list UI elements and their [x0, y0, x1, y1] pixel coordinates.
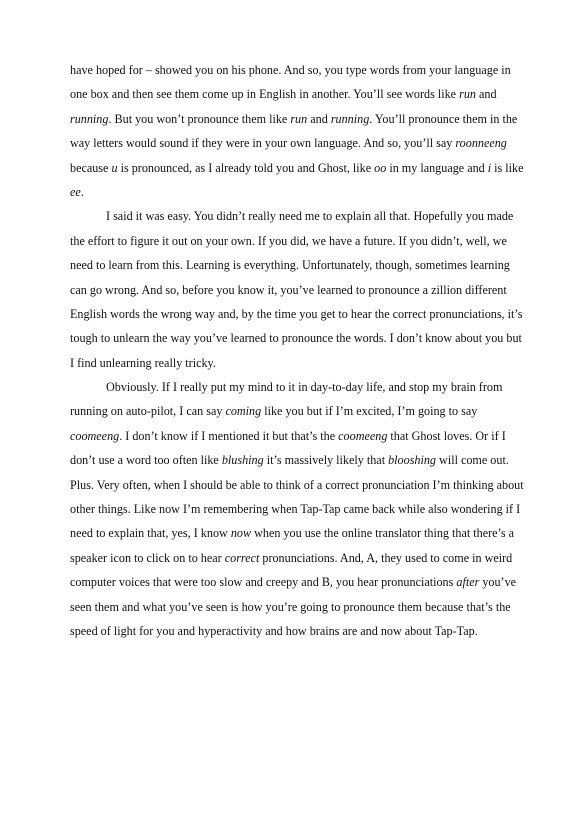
paragraph — [70, 58, 524, 204]
text-run: the effort to figure it out on your own. If you did, we have a future. If you didn’t, well, we — [70, 233, 507, 248]
text-line — [70, 473, 524, 497]
text-run: when you use the online translator thing that there’s a — [251, 526, 515, 541]
italic-word: coming — [225, 404, 262, 419]
text-run: you’ve — [479, 575, 517, 590]
text-run: have hoped for – showed you on his phone. And so, you type words from your language in — [70, 63, 511, 77]
text-run: in my language and — [386, 160, 488, 175]
text-run: speed of light for you and hyperactivity and how brains are and now about Tap-Tap. — [70, 623, 478, 638]
text-run: Plus. Very often, when I should be able to think of a correct pronunciation I’m thinking about — [70, 477, 524, 492]
text-run: and — [475, 87, 497, 102]
text-line — [70, 229, 516, 253]
text-line — [70, 497, 521, 521]
text-line — [70, 204, 516, 228]
text-run: Obviously. If I really put my mind to it in day-to-day life, and stop my brain from — [106, 380, 503, 395]
italic-word: ee — [70, 184, 81, 199]
italic-word: correct — [224, 550, 260, 565]
text-run: pronunciations. And, A, they used to come in weird — [259, 550, 513, 565]
text-run: need to learn from this. Learning is everything. Unfortunately, though, sometimes learning — [70, 258, 510, 273]
text-line — [70, 302, 523, 326]
text-line — [70, 131, 516, 155]
italic-word: blushing — [221, 453, 264, 468]
text-line — [70, 375, 516, 399]
italic-word: u — [111, 160, 118, 175]
text-line — [70, 619, 516, 643]
text-run: don’t use a word too often like — [70, 453, 222, 468]
text-run: like you but if I’m excited, I’m going to say — [261, 404, 478, 419]
text-line — [70, 570, 516, 594]
text-line — [70, 351, 516, 375]
italic-word: running — [70, 111, 109, 126]
italic-word: oo — [374, 160, 387, 175]
italic-word: run — [290, 111, 308, 126]
text-run: one box and then see them come up in English in another. You’ll see words like — [70, 87, 460, 102]
italic-word: running — [330, 111, 370, 126]
italic-word: i — [487, 160, 492, 175]
text-line — [70, 156, 524, 180]
text-line — [70, 399, 516, 423]
italic-word: after — [456, 575, 480, 590]
text-line — [70, 424, 516, 448]
text-run: tough to unlearn the way you’ve learned to pronounce the words. I don’t know about you but — [70, 331, 522, 346]
text-run: it’s massively likely that — [263, 453, 389, 468]
italic-word: now — [230, 526, 252, 541]
text-line — [70, 180, 516, 204]
text-line — [70, 82, 516, 106]
paragraph — [70, 375, 524, 643]
text-run: . But you won’t pronounce them like — [108, 111, 291, 126]
italic-word: blooshing — [388, 453, 437, 468]
italic-word: coomeeng — [338, 428, 388, 443]
text-run: . I don’t know if I mentioned it but that’s the — [119, 428, 339, 443]
text-run: running on auto-pilot, I can say — [70, 404, 226, 419]
italic-word: coomeeng — [70, 428, 120, 443]
text-run: way letters would sound if they were in your own language. And so, you’ll say — [70, 136, 456, 151]
body-text — [70, 58, 524, 643]
text-run: computer voices that were too slow and creepy and B, you hear pronunciations — [70, 575, 457, 590]
text-run: and — [307, 111, 331, 126]
text-run: is pronounced, as I already told you and Ghost, like — [117, 160, 375, 175]
text-run: seen them and what you’ve seen is how you’re going to pronounce them because that’s the — [70, 599, 511, 614]
text-line — [70, 253, 516, 277]
text-line — [70, 58, 516, 82]
text-line — [70, 546, 516, 570]
text-line — [70, 595, 516, 619]
text-run: need to explain that, yes, I know — [70, 526, 231, 541]
text-run: is like — [491, 160, 524, 175]
text-run: will come out. — [436, 453, 509, 468]
text-run: other things. Like now I’m remembering when Tap-Tap came back while also wondering if I — [70, 502, 521, 517]
text-run: . You’ll pronounce them in the — [369, 111, 518, 126]
text-run: I said it was easy. You didn’t really need me to explain all that. Hopefully you made — [106, 209, 514, 224]
italic-word: roonneeng — [455, 136, 507, 151]
text-run: because — [70, 160, 112, 175]
text-run: can go wrong. And so, before you know it, you’ve learned to pronounce a zillion different — [70, 282, 507, 297]
text-line — [70, 326, 522, 350]
text-run: speaker icon to click on to hear — [70, 550, 225, 565]
text-run: English words the wrong way and, by the time you get to hear the correct pronunciations, it’s — [70, 306, 523, 321]
text-line — [70, 521, 516, 545]
italic-word: run — [459, 87, 476, 102]
text-run: I find unlearning really tricky. — [70, 355, 216, 370]
text-line — [70, 107, 516, 131]
text-run: . — [80, 184, 84, 199]
paragraph — [70, 204, 523, 375]
text-run: that Ghost loves. Or if I — [387, 428, 506, 443]
text-line — [70, 448, 516, 472]
text-line — [70, 278, 516, 302]
